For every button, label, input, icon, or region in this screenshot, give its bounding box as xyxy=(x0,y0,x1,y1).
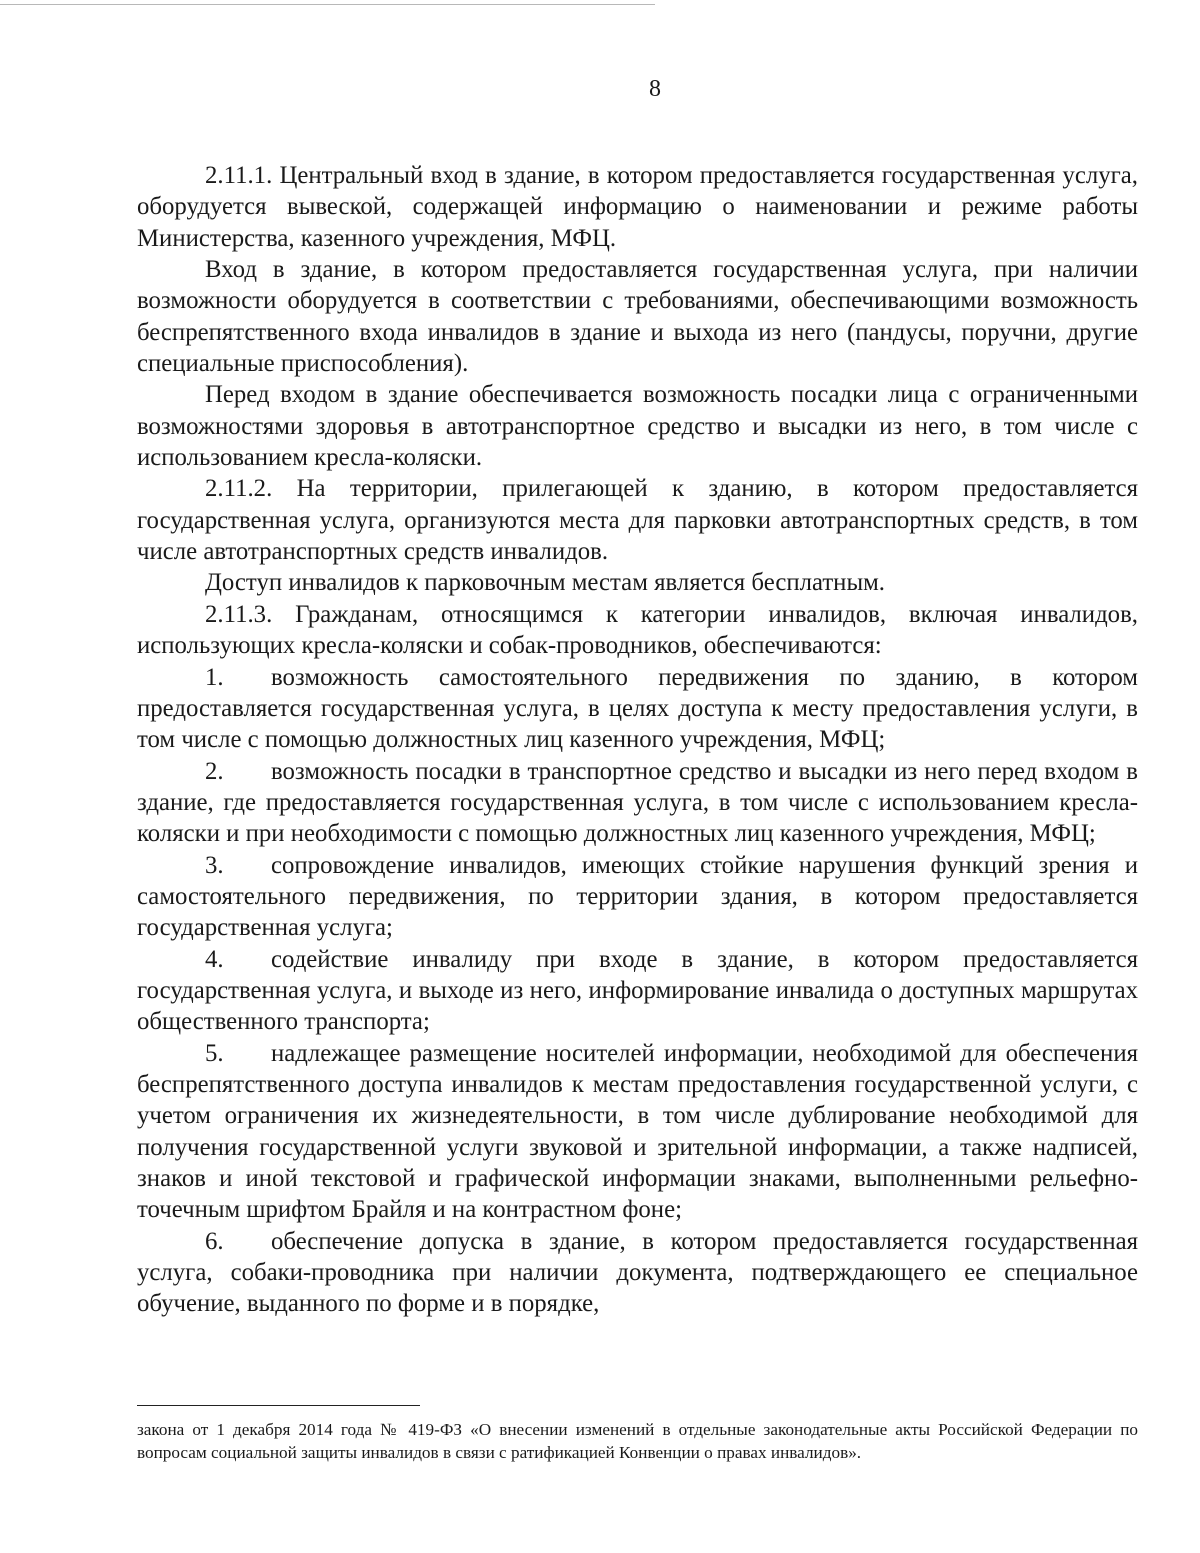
footnote-text: закона от 1 декабря 2014 года № 419-ФЗ «О внесении изменений в отдельные законодательные акты Российской Федерации по вопросам социальной защиты инвалидов в связи с ратификацией Конвенции о правах инвалидов». xyxy=(137,1420,1138,1462)
list-item xyxy=(137,850,1138,944)
paragraph-2-11-2: 2.11.2. На территории, прилегающей к зданию, в котором предоставляется государственная услуга, организуются места для парковки автотранспортных средств, в том числе автотранспортных средств инвалидов. xyxy=(137,475,1138,566)
footnote-separator xyxy=(137,1405,420,1406)
list-item-number: 3. xyxy=(205,851,224,879)
list-item xyxy=(137,1226,1138,1320)
document-body xyxy=(137,160,1138,1320)
list-item-text: содействие инвалиду при входе в здание, в котором предоставляется государственная услуга, и выходе из него, информирование инвалида о доступных маршрутах общественного транспорта; xyxy=(137,945,1138,1036)
list-item-number: 6. xyxy=(205,1227,224,1255)
list-item-text: сопровождение инвалидов, имеющих стойкие нарушения функций зрения и самостоятельного передвижения, по территории здания, в котором предоставляется государственная услуга; xyxy=(137,851,1138,942)
list-item-text: надлежащее размещение носителей информации, необходимой для обеспечения беспрепятственного доступа инвалидов к местам предоставления государственной услуги, с учетом ограничения их жизнедеятельности, в том числе дублирование необходимой для получения государственной услуги звуковой и зрительной информации, а также надписей, знаков и иной текстовой и графической информации знаками, выполненными рельефно-точечным шрифтом Брайля и на контрастном фоне; xyxy=(137,1039,1138,1224)
list-item xyxy=(137,662,1138,756)
paragraph-entrance-accessibility: Вход в здание, в котором предоставляется государственная услуга, при наличии возможности оборудуется в соответствии с требованиями, обеспечивающими возможность беспрепятственного входа инвалидов в здание и выхода из него (пандусы, поручни, другие специальные приспособления). xyxy=(137,256,1138,378)
list-item xyxy=(137,1038,1138,1226)
page-number: 8 xyxy=(649,76,661,102)
list-item-number: 4. xyxy=(205,945,224,973)
list-item-number: 1. xyxy=(205,663,224,691)
list-item-number: 2. xyxy=(205,757,224,785)
list-item-text: возможность посадки в транспортное средство и высадки из него перед входом в здание, где предоставляется государственная услуга, в том числе с использованием кресла-коляски и при необходимости с помощью должностных лиц казенного учреждения, МФЦ; xyxy=(137,757,1138,848)
list-item-number: 5. xyxy=(205,1039,224,1067)
paragraph-boarding: Перед входом в здание обеспечивается возможность посадки лица с ограниченными возможностями здоровья в автотранспортное средство и высадки из него, в том числе с использованием кресла-коляски. xyxy=(137,381,1138,472)
top-scan-rule xyxy=(0,4,655,5)
list-item xyxy=(137,944,1138,1038)
paragraph-parking-free: Доступ инвалидов к парковочным местам является бесплатным. xyxy=(205,569,885,597)
list-item-text: обеспечение допуска в здание, в котором предоставляется государственная услуга, собаки-проводника при наличии документа, подтверждающего ее специальное обучение, выданного по форме и в порядке, xyxy=(137,1227,1138,1318)
list-item-text: возможность самостоятельного передвижения по зданию, в котором предоставляется государственная услуга, в целях доступа к месту предоставления услуги, в том числе с помощью должностных лиц казенного учреждения, МФЦ; xyxy=(137,663,1138,754)
list-item xyxy=(137,756,1138,850)
paragraph-2-11-1: 2.11.1. Центральный вход в здание, в котором предоставляется государственная услуга, оборудуется вывеской, содержащей информацию о наименовании и режиме работы Министерства, казенного учреждения, МФЦ. xyxy=(137,162,1138,252)
paragraph-2-11-3: 2.11.3. Гражданам, относящимся к категории инвалидов, включая инвалидов, использующих кресла-коляски и собак-проводников, обеспечиваются: xyxy=(137,600,1138,660)
